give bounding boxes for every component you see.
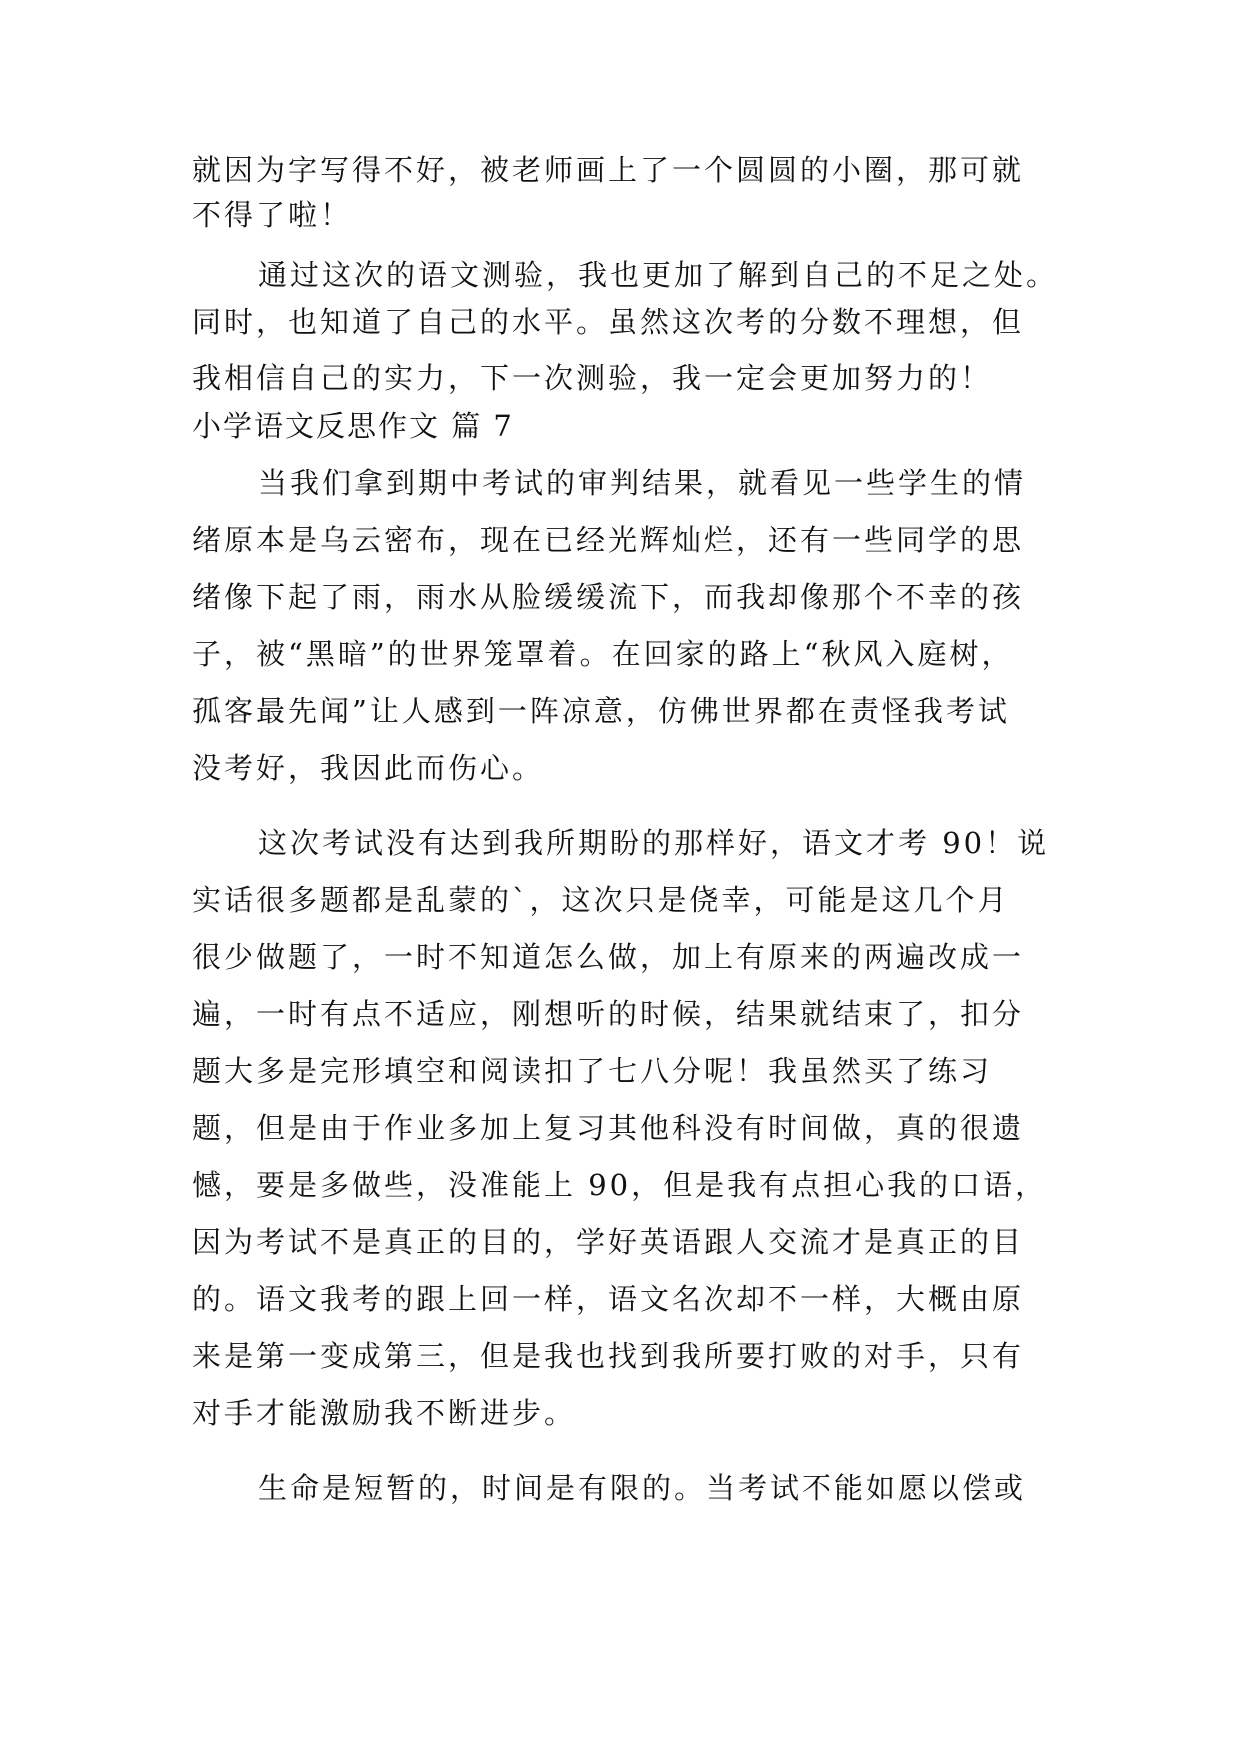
text-line: 因为考试不是真正的目的，学好英语跟人交流才是真正的目 bbox=[192, 1225, 1025, 1259]
text-line: 的。语文我考的跟上回一样，语文名次却不一样，大概由原 bbox=[192, 1282, 1025, 1316]
text-line: 我相信自己的实力，下一次测验，我一定会更加努力的！ bbox=[192, 361, 993, 395]
text-line: 遍，一时有点不适应，刚想听的时候，结果就结束了，扣分 bbox=[192, 997, 1025, 1031]
text-line: 题，但是由于作业多加上复习其他科没有时间做，真的很遗 bbox=[192, 1111, 1025, 1145]
paragraph-first-line: 这次考试没有达到我所期盼的那样好，语文才考 90！说 bbox=[258, 826, 1050, 860]
paragraph-first-line: 通过这次的语文测验，我也更加了解到自己的不足之处。 bbox=[258, 258, 1059, 292]
text-line: 不得了啦！ bbox=[192, 198, 353, 232]
text-line: 绪像下起了雨，雨水从脸缓缓流下，而我却像那个不幸的孩 bbox=[192, 580, 1025, 614]
text-line: 子，被“黑暗”的世界笼罩着。在回家的路上“秋风入庭树， bbox=[192, 637, 1014, 671]
text-line: 憾，要是多做些，没准能上 90，但是我有点担心我的口语， bbox=[192, 1168, 1048, 1202]
text-line: 没考好，我因此而伤心。 bbox=[192, 751, 545, 785]
text-line: 很少做题了，一时不知道怎么做，加上有原来的两遍改成一 bbox=[192, 940, 1025, 974]
text-line: 绪原本是乌云密布，现在已经光辉灿烂，还有一些同学的思 bbox=[192, 523, 1025, 557]
text-line: 实话很多题都是乱蒙的`，这次只是侥幸，可能是这几个月 bbox=[192, 883, 1010, 917]
section-heading: 小学语文反思作文 篇 7 bbox=[192, 409, 514, 443]
paragraph-first-line: 当我们拿到期中考试的审判结果，就看见一些学生的情 bbox=[258, 466, 1027, 500]
text-line: 同时，也知道了自己的水平。虽然这次考的分数不理想，但 bbox=[192, 305, 1025, 339]
paragraph-first-line: 生命是短暂的，时间是有限的。当考试不能如愿以偿或 bbox=[258, 1471, 1027, 1505]
text-line: 来是第一变成第三，但是我也找到我所要打败的对手，只有 bbox=[192, 1339, 1025, 1373]
text-line: 题大多是完形填空和阅读扣了七八分呢！我虽然买了练习 bbox=[192, 1054, 993, 1088]
text-line: 对手才能激励我不断进步。 bbox=[192, 1396, 577, 1430]
text-line: 就因为字写得不好，被老师画上了一个圆圆的小圈，那可就 bbox=[192, 153, 1025, 187]
text-line: 孤客最先闻”让人感到一阵凉意，仿佛世界都在责怪我考试 bbox=[192, 694, 1010, 728]
